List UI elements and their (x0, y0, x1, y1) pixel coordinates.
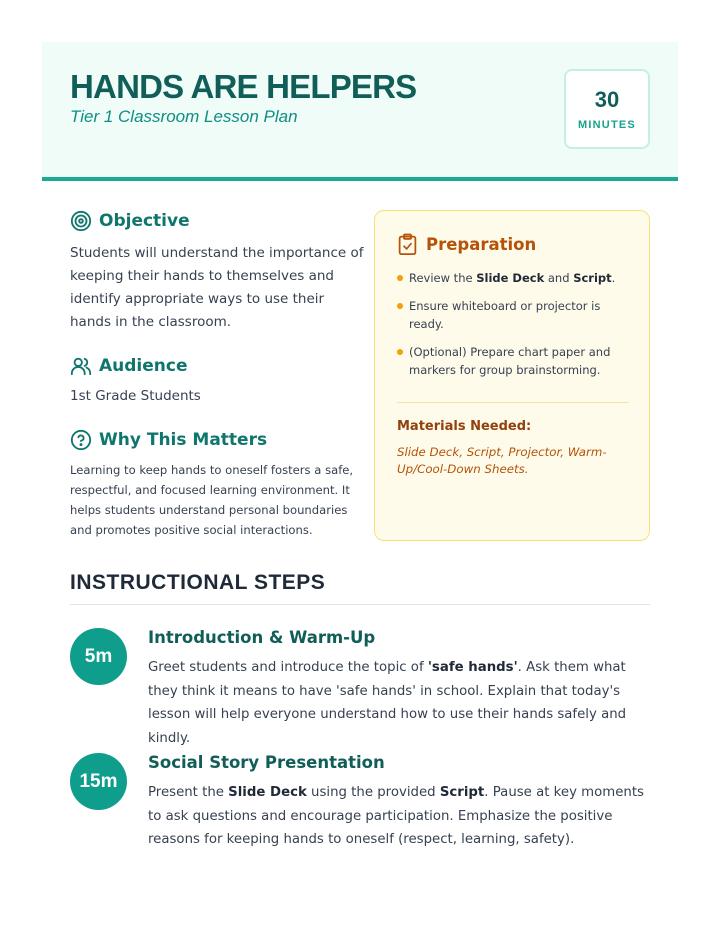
duration-badge (564, 69, 650, 149)
list-item: Ensure whiteboard or projector is ready. (397, 297, 629, 333)
objective-line: identify appropriate ways to use their (70, 291, 325, 307)
why-line: and promotes positive social interactions. (70, 523, 313, 537)
materials-label: Materials Needed: (397, 419, 532, 434)
materials-text: Slide Deck, Script, Projector, Warm-Up/Cool-Down Sheets. (397, 445, 607, 476)
preparation-title: Preparation (426, 235, 537, 254)
objective-text (70, 242, 364, 334)
step-title: Social Story Presentation (148, 753, 385, 772)
audience-title: Audience (99, 356, 188, 376)
objective-line: hands in the classroom. (70, 314, 232, 330)
divider (397, 402, 629, 403)
target-icon (70, 210, 92, 232)
lesson-header (42, 42, 678, 181)
why-line: respectful, and focused learning environment. It (70, 483, 350, 497)
step-title: Introduction & Warm-Up (148, 628, 376, 647)
preparation-heading (397, 233, 536, 256)
audience-heading (70, 355, 188, 377)
question-circle-icon (70, 429, 92, 451)
why-heading (70, 429, 267, 451)
preparation-card (374, 210, 650, 541)
step-time-badge: 5m (70, 628, 127, 685)
why-line: helps students understand personal boundaries (70, 503, 348, 517)
preparation-list (397, 269, 629, 389)
why-line: Learning to keep hands to oneself fosters a safe, (70, 463, 354, 477)
steps-heading: INSTRUCTIONAL STEPS (70, 571, 326, 594)
page-subtitle: Tier 1 Classroom Lesson Plan (70, 107, 298, 126)
why-title: Why This Matters (99, 430, 268, 450)
objective-line: keeping their hands to themselves and (70, 268, 334, 284)
divider (70, 604, 650, 605)
duration-unit: MINUTES (578, 119, 636, 131)
objective-title: Objective (99, 211, 190, 231)
why-text (70, 460, 360, 540)
audience-text: 1st Grade Students (70, 388, 201, 404)
page-title: HANDS ARE HELPERS (70, 68, 417, 105)
step-description: Greet students and introduce the topic of 'safe hands'. Ask them what they think it means to have 'safe hands' in school. Explain that today's lesson will help everyone understand how to use their hands safely and kindly. (148, 660, 627, 746)
duration-value: 30 (594, 87, 620, 112)
list-item: Review the Slide Deck and Script. (397, 269, 629, 287)
step-description: Present the Slide Deck using the provided Script. Pause at key moments to ask questions and encourage participation. Emphasize the positive reasons for keeping hands to oneself (respect, learning, safety). (148, 785, 644, 847)
objective-line: Students will understand the importance of (70, 245, 364, 261)
clipboard-check-icon (397, 233, 418, 256)
objective-heading (70, 210, 190, 232)
users-icon (70, 355, 92, 377)
list-item: (Optional) Prepare chart paper and markers for group brainstorming. (397, 343, 629, 379)
step-time-badge: 15m (70, 753, 127, 810)
